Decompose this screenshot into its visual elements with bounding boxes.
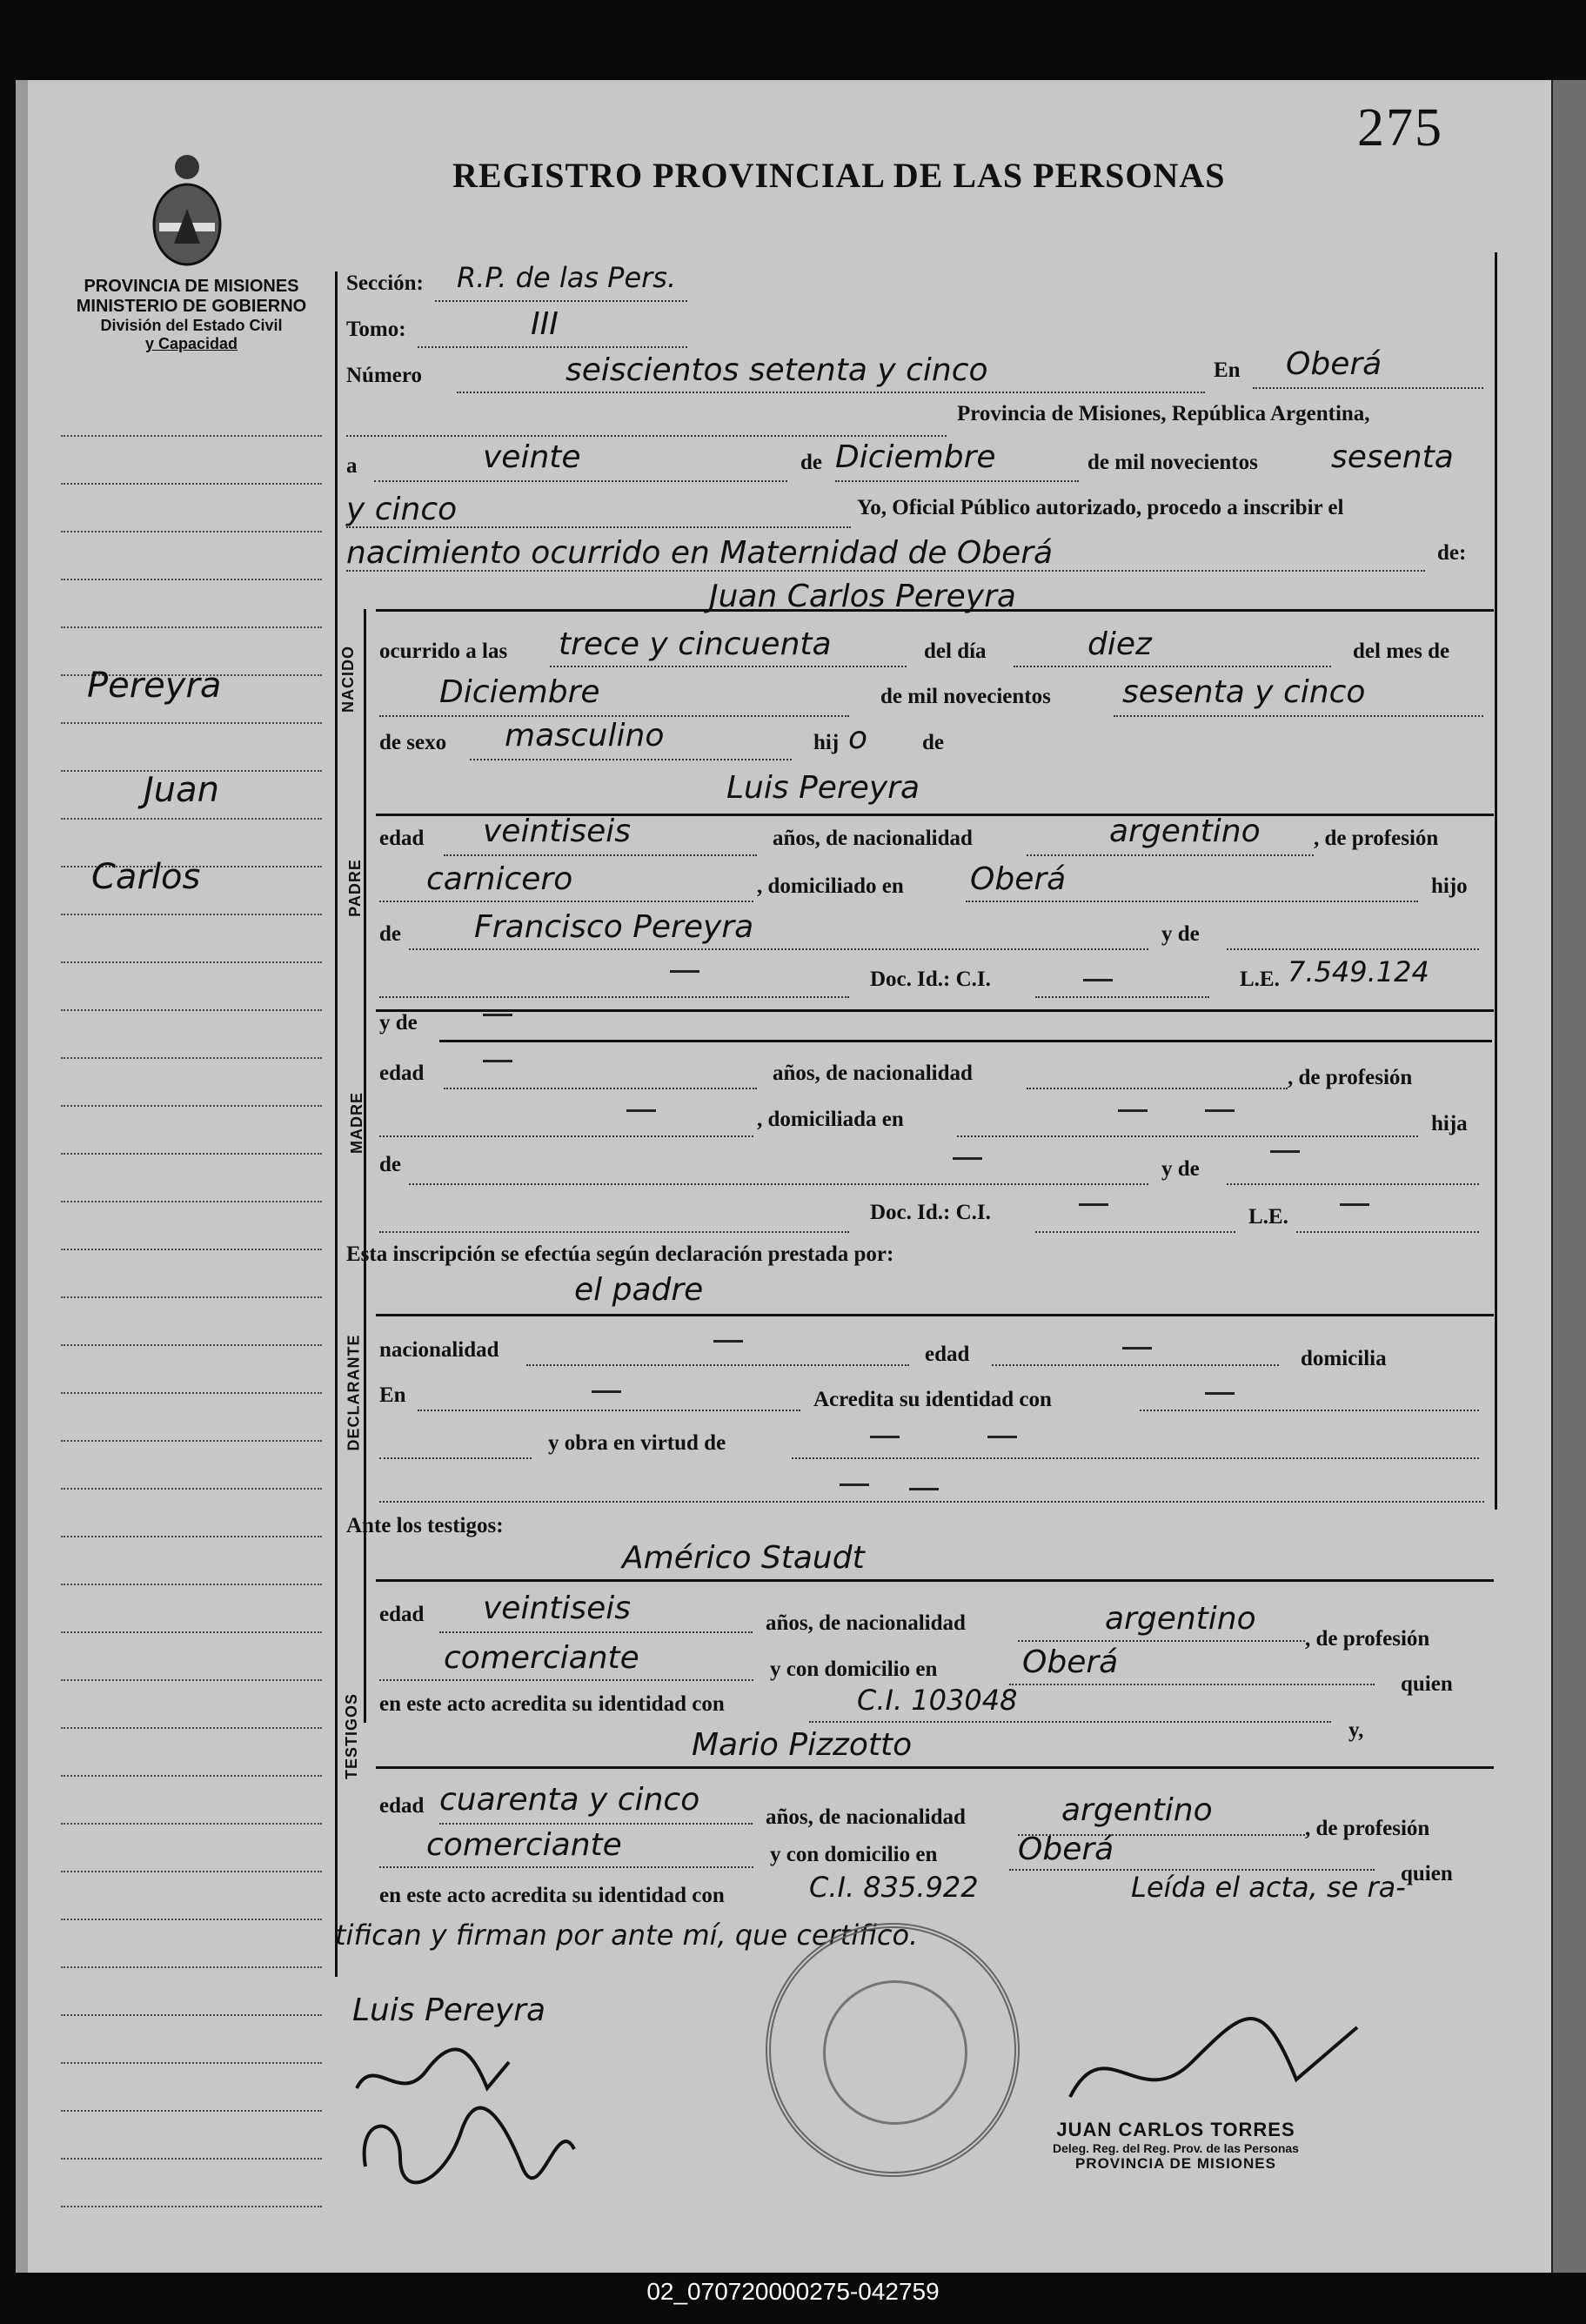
tomo-line	[418, 346, 687, 348]
t1-y-label: y,	[1348, 1718, 1364, 1742]
sexo-value: masculino	[505, 718, 665, 753]
official-province: PROVINCIA DE MISIONES	[1074, 2155, 1276, 2172]
hij-label: hij	[813, 731, 840, 754]
blank-dash	[1118, 1109, 1148, 1112]
en-line	[1253, 387, 1483, 389]
office-province: PROVINCIA DE MISIONES	[84, 277, 299, 296]
form-left-border	[335, 271, 338, 1977]
seccion-value: R.P. de las Pers.	[457, 261, 677, 294]
margin-line	[61, 1727, 322, 1729]
padre-prof-value: carnicero	[426, 861, 573, 897]
page-title: REGISTRO PROVINCIAL DE LAS PERSONAS	[452, 156, 1226, 195]
margin-line	[61, 2110, 322, 2112]
page-number: 275	[1357, 98, 1443, 157]
margin-line	[61, 2206, 322, 2207]
dia-nac-line	[1014, 666, 1331, 667]
de-label-2: de	[922, 731, 944, 754]
numero-value: seiscientos setenta y cinco	[565, 352, 988, 388]
madre-name-rule	[439, 1040, 1492, 1042]
margin-line	[61, 1153, 322, 1155]
blank-dash	[1083, 979, 1113, 981]
t1-edad-label: edad	[379, 1603, 425, 1626]
madre-de-line	[409, 1183, 1148, 1185]
margin-given-name-2: Carlos	[91, 857, 201, 897]
testigo1-name: Américo Staudt	[622, 1540, 865, 1576]
blank-line	[346, 435, 947, 437]
t1-dom-line	[1009, 1684, 1375, 1685]
t1-prof-label: , de profesión	[1305, 1627, 1430, 1651]
margin-line	[61, 2062, 322, 2064]
tomo-value: III	[531, 306, 559, 342]
margin-line	[61, 1440, 322, 1442]
a-label: a	[346, 454, 358, 478]
madre-hija-label: hija	[1431, 1112, 1468, 1135]
padre-name: Luis Pereyra	[726, 770, 920, 806]
margin-line	[61, 914, 322, 915]
padre-yde-line	[1227, 948, 1479, 950]
margin-line	[61, 435, 322, 437]
blank-dash	[909, 1488, 939, 1490]
blank-dash	[987, 1436, 1017, 1438]
margin-line	[61, 1488, 322, 1490]
hora-line	[550, 666, 907, 667]
closing-text-2: tifican y firman por ante mí, que certifico.	[335, 1919, 919, 1952]
margin-line	[61, 1344, 322, 1346]
padre-de-label: de	[379, 922, 401, 946]
madre-edad-label: edad	[379, 1062, 425, 1085]
margin-line	[61, 1584, 322, 1585]
testigo2-name: Mario Pizzotto	[692, 1727, 913, 1763]
padre-ci-line	[1035, 996, 1209, 998]
blank-dash	[483, 1060, 512, 1062]
padre-prof-label: , de profesión	[1314, 827, 1439, 850]
padre-edad-value: veintiseis	[483, 814, 632, 849]
padre-de-line	[409, 948, 1148, 950]
t2-id-value: C.I. 835.922	[809, 1871, 979, 1904]
t2-nac-label: años, de nacionalidad	[766, 1805, 966, 1829]
padre-le-label: L.E.	[1240, 968, 1280, 991]
decl-nac-label: nacionalidad	[379, 1338, 499, 1362]
mes-value: Diciembre	[835, 439, 996, 475]
sexo-label: de sexo	[379, 731, 447, 754]
ano-nac-line	[1114, 715, 1483, 717]
padre-blank-line	[379, 996, 849, 998]
blank-dash	[1205, 1109, 1235, 1112]
child-name: Juan Carlos Pereyra	[709, 579, 1016, 614]
madre-doc-label: Doc. Id.: C.I.	[870, 1201, 991, 1224]
section-divider	[364, 609, 366, 1723]
declarante-side-label: DECLARANTE	[345, 1334, 363, 1451]
t2-nac-value: argentino	[1061, 1792, 1213, 1828]
margin-line	[61, 1966, 322, 1968]
decl-en-label: En	[379, 1383, 406, 1407]
en-value: Oberá	[1286, 346, 1382, 382]
numero-line	[457, 392, 1205, 393]
dia-nac-value: diez	[1087, 626, 1152, 662]
margin-line	[61, 1823, 322, 1825]
tomo-label: Tomo:	[346, 318, 406, 341]
page-edge	[16, 80, 28, 2273]
padre-prof-line	[379, 901, 753, 902]
de-label: de	[800, 451, 822, 474]
padre-doc-label: Doc. Id.: C.I.	[870, 968, 991, 991]
decl-nac-line	[526, 1364, 909, 1366]
decl-edad-line	[992, 1364, 1279, 1366]
inscribir-line	[346, 570, 1425, 572]
t1-edad-line	[439, 1631, 753, 1633]
padre-nac-value: argentino	[1109, 814, 1261, 849]
blank-dash	[870, 1436, 900, 1438]
yo-label: Yo, Oficial Público autorizado, procedo a inscribir el	[857, 496, 1344, 519]
margin-line	[61, 579, 322, 580]
testigos-top-rule	[376, 1579, 1494, 1582]
coat-of-arms-icon	[144, 148, 231, 270]
t1-prof-line	[379, 1679, 753, 1681]
padre-dom-label: , domiciliado en	[757, 874, 904, 898]
t2-dom-label: y con domicilio en	[770, 1843, 938, 1866]
image-identifier: 02_070720000275-042759	[646, 2278, 940, 2305]
padre-dom-value: Oberá	[970, 861, 1067, 897]
blank-dash	[713, 1340, 743, 1343]
decl-obra-label: y obra en virtud de	[548, 1431, 726, 1455]
sexo-line	[470, 759, 792, 760]
margin-line	[61, 531, 322, 532]
t2-acredita-label: en este acto acredita su identidad con	[379, 1884, 725, 1907]
padre-yde-label: y de	[1161, 922, 1200, 946]
padre-edad-line	[444, 854, 757, 856]
madre-blank-line	[379, 1231, 849, 1233]
t1-dom-label: y con domicilio en	[770, 1658, 938, 1681]
margin-line	[61, 1105, 322, 1107]
margin-line	[61, 2158, 322, 2160]
de-colon-label: de:	[1437, 541, 1467, 565]
padre-side-label: PADRE	[345, 859, 364, 917]
t1-nac-line	[1018, 1640, 1305, 1642]
madre-yde-label-2: y de	[1161, 1157, 1200, 1181]
t2-edad-value: cuarenta y cinco	[439, 1782, 700, 1818]
declarante-value: el padre	[574, 1272, 704, 1308]
stamp-center	[823, 1980, 967, 2125]
margin-given-name-1: Juan	[144, 770, 220, 810]
de-mil-label: de mil novecientos	[1087, 451, 1258, 474]
madre-le-label: L.E.	[1248, 1205, 1288, 1229]
en-label: En	[1214, 358, 1241, 382]
testigos-side-label: TESTIGOS	[343, 1692, 361, 1780]
closing-text-1: Leída el acta, se ra-	[1131, 1871, 1406, 1904]
official-signature-block	[1053, 2119, 1299, 2173]
form-right-border	[1495, 252, 1497, 1510]
mes-nac-value: Diciembre	[439, 674, 600, 710]
margin-line	[61, 1536, 322, 1537]
blank-dash	[1079, 1203, 1108, 1206]
madre-de-label: de	[379, 1153, 401, 1176]
margin-line	[61, 722, 322, 724]
padre-edad-label: edad	[379, 827, 425, 850]
t2-dom-value: Oberá	[1018, 1832, 1114, 1867]
seccion-line	[435, 300, 687, 302]
mes-line	[835, 480, 1079, 482]
blank-dash	[1122, 1347, 1152, 1350]
margin-line	[61, 1296, 322, 1298]
t2-prof-value: comerciante	[426, 1827, 622, 1863]
t2-quien-label: quien	[1401, 1862, 1453, 1885]
dia-line	[374, 480, 787, 482]
signature-father: Luis Pereyra	[352, 1992, 546, 2028]
blank-dash	[1270, 1150, 1300, 1153]
signature-witness-2-icon	[348, 2097, 592, 2201]
padre-le-value: 7.549.124	[1288, 955, 1429, 988]
office-ministry: MINISTERIO DE GOBIERNO	[76, 297, 307, 316]
madre-dom-label: , domiciliada en	[757, 1108, 904, 1131]
nacido-side-label: NACIDO	[339, 646, 357, 713]
madre-prof-label: , de profesión	[1288, 1066, 1413, 1089]
blank-dash	[626, 1109, 656, 1112]
inscribir-value: nacimiento ocurrido en Maternidad de Oberá	[346, 535, 1054, 571]
padre-nac-line	[1027, 854, 1314, 856]
official-title: Deleg. Reg. del Reg. Prov. de las Personas	[1053, 2141, 1299, 2155]
ano-nac-value: sesenta y cinco	[1122, 674, 1366, 710]
del-dia-label: del día	[924, 640, 987, 663]
declarante-top-rule	[376, 1314, 1494, 1316]
decl-acredita-line	[1140, 1410, 1479, 1411]
t1-nac-value: argentino	[1105, 1601, 1256, 1637]
margin-line	[61, 961, 322, 963]
decl-edad-label: edad	[925, 1343, 970, 1366]
margin-line	[61, 1679, 322, 1681]
margin-line	[61, 1919, 322, 1920]
padre-hijo-label: hijo	[1431, 874, 1468, 898]
del-mes-label: del mes de	[1353, 640, 1450, 663]
official-stamp	[766, 1923, 1020, 2177]
de-mil-nac-label: de mil novecientos	[880, 685, 1051, 708]
margin-line	[61, 1057, 322, 1059]
madre-dom-line	[957, 1135, 1418, 1137]
blank-dash	[953, 1157, 982, 1160]
madre-edad-line	[444, 1088, 757, 1089]
t1-edad-value: veintiseis	[483, 1591, 632, 1626]
numero-label: Número	[346, 364, 423, 387]
margin-line	[61, 1871, 322, 1872]
hij-suffix: o	[848, 720, 868, 756]
blank-dash	[483, 1014, 512, 1016]
ano-value-2: y cinco	[346, 492, 458, 527]
hora-value: trece y cincuenta	[559, 626, 832, 662]
madre-nac-label: años, de nacionalidad	[773, 1062, 973, 1085]
office-capacity: y Capacidad	[144, 335, 238, 352]
margin-line	[61, 1392, 322, 1394]
margin-line	[61, 483, 322, 485]
t1-dom-value: Oberá	[1022, 1644, 1119, 1680]
t2-edad-label: edad	[379, 1794, 425, 1818]
padre-nac-label: años, de nacionalidad	[773, 827, 973, 850]
madre-yde-label: y de	[379, 1011, 418, 1035]
madre-nac-line	[1027, 1088, 1288, 1089]
madre-le-line	[1296, 1231, 1479, 1233]
madre-yde-line	[1227, 1183, 1479, 1185]
decl-blank-line	[379, 1501, 1484, 1503]
issuing-office	[52, 277, 331, 353]
seccion-label: Sección:	[346, 271, 424, 295]
t1-id-value: C.I. 103048	[857, 1684, 1018, 1717]
decl-obra-line	[792, 1457, 1479, 1459]
ano-value-1: sesenta	[1331, 439, 1454, 475]
t2-prof-label: , de profesión	[1305, 1817, 1430, 1840]
official-name: JUAN CARLOS TORRES	[1056, 2119, 1295, 2140]
testigo2-rule	[376, 1766, 1494, 1769]
padre-de-value: Francisco Pereyra	[474, 909, 754, 945]
dia-value: veinte	[483, 439, 581, 475]
ocurrido-label: ocurrido a las	[379, 640, 508, 663]
provincia-label: Provincia de Misiones, República Argentina,	[957, 402, 1370, 425]
decl-domicilia-label: domicilia	[1301, 1347, 1387, 1370]
blank-dash	[840, 1483, 869, 1486]
t2-prof-line	[379, 1866, 753, 1868]
decl-obra-pre-line	[379, 1457, 532, 1459]
t1-prof-value: comerciante	[444, 1640, 639, 1676]
testigos-label: Ante los testigos:	[346, 1514, 504, 1537]
madre-top-rule	[376, 1009, 1494, 1012]
margin-line	[61, 1249, 322, 1250]
blank-dash	[670, 970, 699, 973]
madre-prof-line	[379, 1135, 753, 1137]
margin-line	[61, 626, 322, 628]
decl-acredita-label: Acredita su identidad con	[813, 1388, 1052, 1411]
margin-line	[61, 818, 322, 820]
t1-quien-label: quien	[1401, 1672, 1453, 1696]
signature-official-icon	[1035, 1975, 1401, 2123]
blank-dash	[592, 1390, 621, 1393]
margin-line	[61, 1009, 322, 1011]
blank-dash	[1205, 1392, 1235, 1395]
margin-line	[61, 1201, 322, 1202]
padre-dom-line	[966, 901, 1418, 902]
declaracion-label: Esta inscripción se efectúa según declaración prestada por:	[346, 1242, 894, 1266]
ano-line	[346, 526, 851, 528]
office-division: División del Estado Civil	[100, 317, 283, 334]
book-spine	[1551, 80, 1586, 2273]
t2-edad-line	[439, 1823, 753, 1825]
blank-dash	[1340, 1203, 1369, 1206]
margin-line	[61, 1775, 322, 1777]
madre-side-label: MADRE	[348, 1092, 365, 1154]
margin-line	[61, 2014, 322, 2016]
t1-acredita-label: en este acto acredita su identidad con	[379, 1692, 725, 1716]
decl-en-line	[418, 1410, 800, 1411]
margin-line	[61, 1631, 322, 1633]
mes-nac-line	[379, 715, 849, 717]
t1-acredita-line	[809, 1721, 1331, 1723]
t1-nac-label: años, de nacionalidad	[766, 1611, 966, 1635]
madre-ci-line	[1035, 1231, 1235, 1233]
margin-surname: Pereyra	[87, 666, 222, 706]
